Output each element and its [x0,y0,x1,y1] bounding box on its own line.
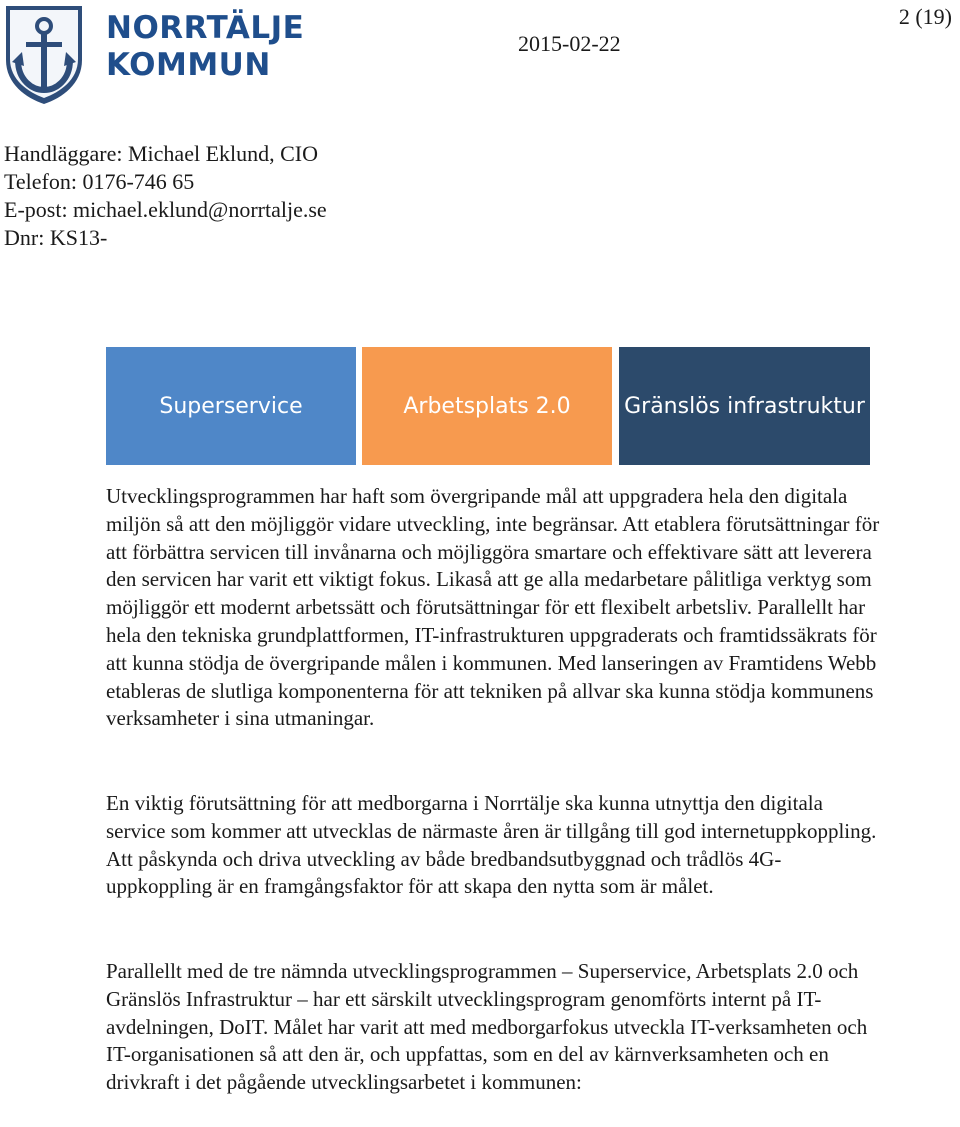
program-tiles [106,347,870,465]
logo-name-line2: KOMMUN [106,47,271,83]
dnr-line: Dnr: KS13- [4,225,108,250]
email-line: E-post: michael.eklund@norrtalje.se [4,197,327,222]
paragraph-1-text: Utvecklingsprogrammen har haft som övergripande mål att uppgradera hela den digitala miljön så att den möjliggör vidare utveckling, inte begränsar. Att etablera förutsättningar för att förbättra servicen till invånarna och möjliggöra smartare och effektivare sätt att leverera den servicen har varit ett viktigt fokus. Likaså att ge alla medarbetare pålitliga verktyg som möjliggör ett modernt arbetssätt och förutsättningar för ett flexibelt arbetsliv. Parallellt har hela den tekniska grundplattformen, IT-infrastrukturen uppgraderats och framtidssäkrats för att kunna stödja de övergripande målen i kommunen. Med lanseringen av Framtidens Webb etableras de slutliga komponenterna för att tekniken på allvar ska kunna stödja kommunens verksamheter i sina utmaningar. [106,484,880,731]
tile-superservice[interactable]: Superservice [106,347,356,465]
paragraph-3 [106,958,886,1097]
paragraph-2-text: En viktig förutsättning för att medborgarna i Norrtälje ska kunna utnyttja den digitala service som kommer att utvecklas de närmaste åren är tillgång till god internetuppkoppling. Att påskynda och driva utveckling av både bredbandsutbyggnad och trådlös 4G-uppkoppling är en framgångsfaktor för att skapa den nytta som är målet. [106,791,877,899]
handler-line: Handläggare: Michael Eklund, CIO [4,141,319,166]
logo-name-line1: NORRTÄLJE [106,10,305,46]
document-date: 2015-02-22 [518,31,621,56]
contact-block [4,140,327,252]
tile-arbetsplats[interactable]: Arbetsplats 2.0 [362,347,612,465]
phone-line: Telefon: 0176-746 65 [4,169,195,194]
tile-granslos-infrastruktur[interactable]: Gränslös infrastruktur [619,347,870,465]
page-number: 2 (19) [898,4,952,29]
paragraph-2 [106,790,886,901]
anchor-shield-icon [2,2,86,106]
paragraph-1 [106,483,886,733]
municipality-logo [0,0,305,110]
paragraph-3-text: Parallellt med de tre nämnda utvecklingsprogrammen – Superservice, Arbetsplats 2.0 och Gränslös Infrastruktur – har ett särskilt utvecklingsprogram genomförts internt på IT-avdelningen, DoIT. Målet har varit att med medborgarfokus utveckla IT-verksamheten och IT-organisationen så att den är, och uppfattas, som en del av kärnverksamheten och en drivkraft i det pågående utvecklingsarbetet i kommunen: [106,959,868,1095]
